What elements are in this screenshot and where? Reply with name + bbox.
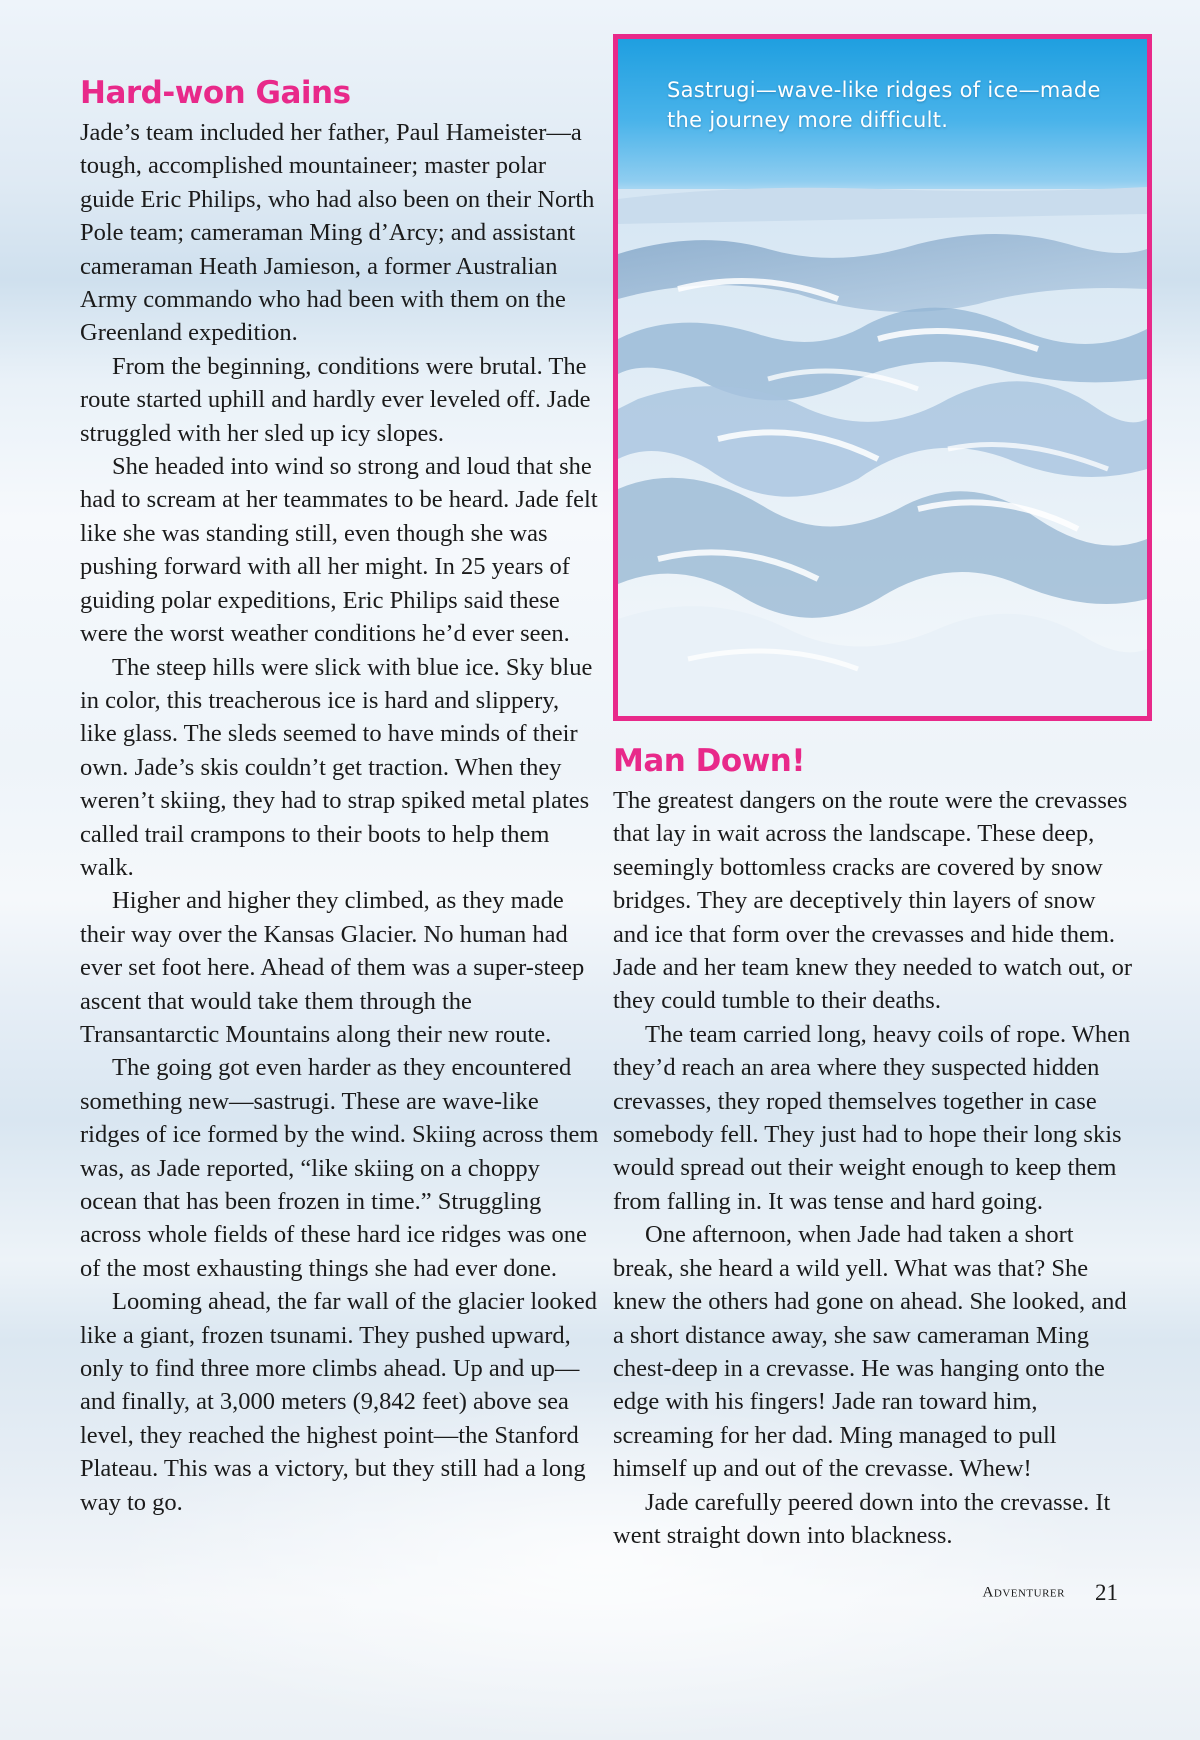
section-heading-man-down: Man Down!	[613, 743, 806, 779]
paragraph: The steep hills were slick with blue ice. Sky blue in color, this treacherous ice is hard and slippery, like glass. The sleds seemed to have minds of their own. Jade’s skis couldn’t get traction. When they weren’t skiing, they had to strap spiked metal plates called trail crampons to their boots to help them walk.	[80, 653, 593, 881]
page-number: 21	[1095, 1580, 1118, 1605]
paragraph: The team carried long, heavy coils of rope. When they’d reach an area where they suspected hidden crevasses, they roped themselves together in case somebody fell. They just had to hope their long skis would spread out their weight enough to keep them from falling in. It was tense and hard going.	[613, 1020, 1131, 1215]
paragraph: Looming ahead, the far wall of the glacier looked like a giant, frozen tsunami. They pushed upward, only to find three more climbs ahead. Up and up—and finally, at 3,000 meters (9,842 feet) above sea level, they reached the highest point—the Stanford Plateau. This was a victory, but they still had a long way to go.	[80, 1288, 598, 1516]
sastrugi-photo	[613, 34, 1152, 721]
paragraph: Jade’s team included her father, Paul Hameister—a tough, accomplished mountaineer; master polar guide Eric Philips, who had also been on their North Pole team; cameraman Ming d’Arcy; and assistant cameraman Heath Jamieson, a former Australian Army commando who had been with them on the Greenland expedition.	[80, 119, 595, 347]
right-column-text	[613, 784, 1133, 1552]
page-footer	[983, 1580, 1118, 1606]
paragraph: Jade carefully peered down into the crevasse. It went straight down into blackness.	[613, 1488, 1111, 1549]
paragraph: From the beginning, conditions were brutal. The route started uphill and hardly ever leveled off. Jade struggled with her sled up icy slopes.	[80, 352, 591, 447]
paragraph: One afternoon, when Jade had taken a short break, she heard a wild yell. What was that? She knew the others had gone on ahead. She looked, and a short distance away, she saw cameraman Ming chest-deep in a crevasse. He was hanging onto the edge with his fingers! Jade ran toward him, screaming for her dad. Ming managed to pull himself up and out of the crevasse. Whew!	[613, 1221, 1127, 1483]
snow-ridges-illustration	[618, 39, 1147, 716]
paragraph: Higher and higher they climbed, as they made their way over the Kansas Glacier. No human had ever set foot here. Ahead of them was a super-steep ascent that would take them through the Transantarctic Mountains along their new route.	[80, 887, 585, 1048]
paragraph: She headed into wind so strong and loud that she had to scream at her teammates to be heard. Jade felt like she was standing still, even though she was pushing forward with all her might. In 25 years of guiding polar expeditions, Eric Philips said these were the worst weather conditions he’d ever seen.	[80, 453, 598, 648]
paragraph: The greatest dangers on the route were the crevasses that lay in wait across the landscape. These deep, seemingly bottomless cracks are covered by snow bridges. They are deceptively thin layers of snow and ice that form over the crevasses and hide them. Jade and her team knew they needed to watch out, or they could tumble to their deaths.	[613, 787, 1133, 1015]
photo-caption: Sastrugi—wave-like ridges of ice—made the journey more difficult.	[667, 78, 1101, 132]
magazine-name: Adventurer	[982, 1584, 1065, 1601]
paragraph: The going got even harder as they encountered something new—sastrugi. These are wave-like ridges of ice formed by the wind. Skiing across them was, as Jade reported, “like skiing on a choppy ocean that has been frozen in time.” Struggling across whole fields of these hard ice ridges was one of the most exhausting things she had ever done.	[80, 1054, 599, 1282]
left-column-text	[80, 116, 600, 1519]
section-heading-hard-won-gains: Hard-won Gains	[80, 75, 351, 111]
